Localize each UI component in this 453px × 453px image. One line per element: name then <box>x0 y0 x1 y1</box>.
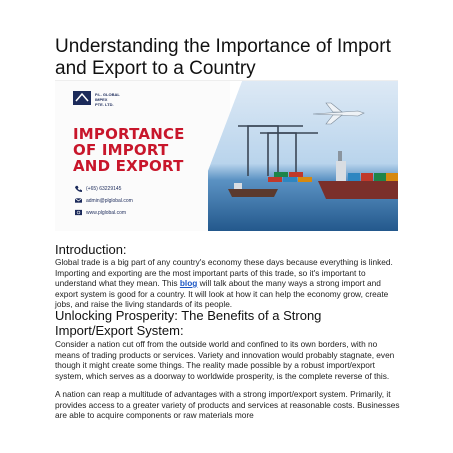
contact-website <box>75 209 126 216</box>
unlocking-heading: Unlocking Prosperity: The Benefits of a Strong Import/Export System: <box>55 308 322 338</box>
banner-image <box>55 80 398 231</box>
page-title: Understanding the Importance of Import and Export to a Country <box>55 36 391 79</box>
website-text: www.plglobal.com <box>86 209 127 216</box>
contact-email <box>75 197 133 204</box>
intro-text-after: will talk about the many ways a strong import and export system is good for a country. It will look at how it can help the economy grow, create jobs, and raise the living standards of its people. <box>55 278 389 309</box>
logo-line: P.L. GLOBAL <box>95 92 120 97</box>
banner-heading-line: IMPORTANCE <box>73 125 185 143</box>
unlocking-paragraph-2: A nation can reap a multitude of advantages with a strong import/export system. Primarily, it provides access to a greater variety of products and services at reasonable costs. Businesses are able to acquire components or raw materials more <box>55 389 400 420</box>
globe-icon <box>75 209 82 216</box>
unlocking-paragraph-1: Consider a nation cut off from the outside world and confined to its own borders, with no means of trading products or services. Variety and innovation would probably stagnate, even though it might create some things. The reality made possible by a robust import/export system, which serves as a doorway to worldwide prosperity, is the complete reverse of this. <box>55 339 395 381</box>
logo-text <box>95 92 120 107</box>
email-text: admin@plglobal.com <box>86 197 133 204</box>
banner-heading <box>73 126 243 174</box>
banner-heading-line: OF IMPORT <box>73 141 169 159</box>
mail-icon <box>75 197 82 204</box>
contact-phone <box>75 185 121 192</box>
logo-line: PTE. LTD. <box>95 102 114 107</box>
logo-line: IMPEX <box>95 97 108 102</box>
phone-text: (+65) 63229145 <box>86 185 122 192</box>
company-logo <box>73 91 91 105</box>
blog-link[interactable]: blog <box>179 278 198 288</box>
banner-heading-line: AND EXPORT <box>73 157 184 175</box>
introduction-paragraph <box>55 257 403 310</box>
introduction-heading: Introduction: <box>55 242 127 257</box>
phone-icon <box>75 185 82 192</box>
intro-text-before: Global trade is a big part of any country's economy these days because everything is linked. Importing and exporting are the most important parts of this trade, so it's important to understand what they mean. This <box>55 257 393 288</box>
